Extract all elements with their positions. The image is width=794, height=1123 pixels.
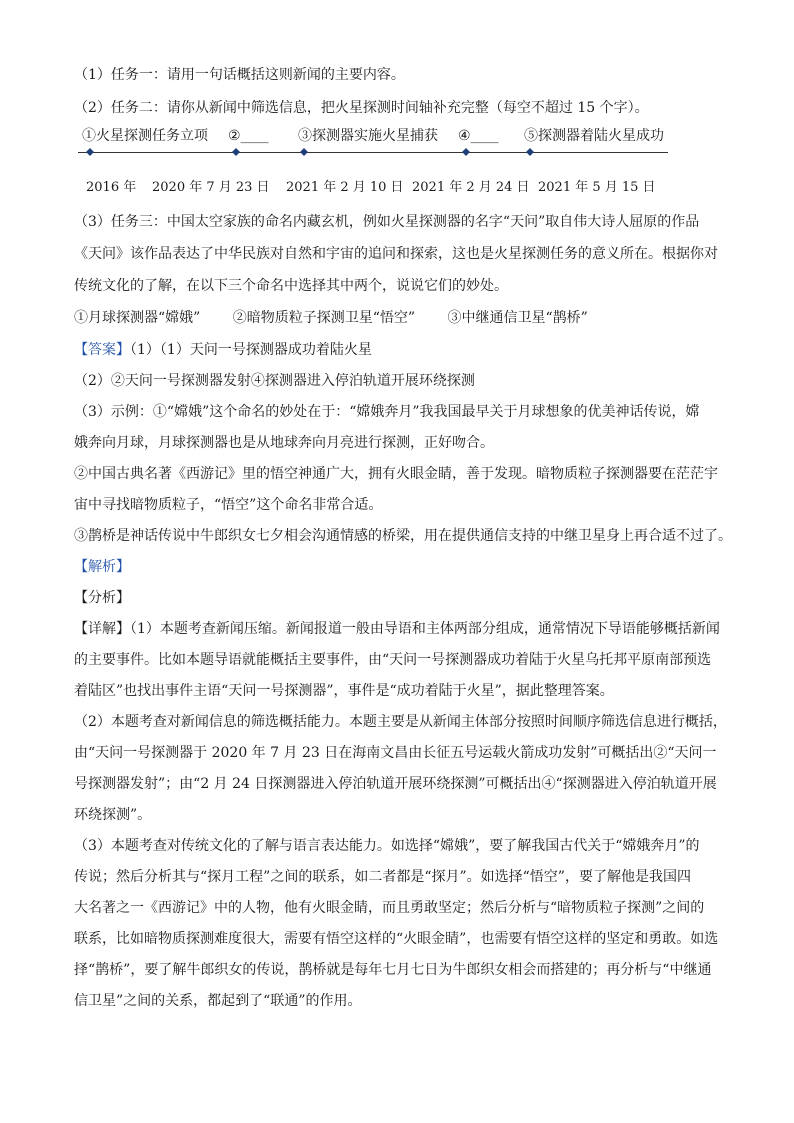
detail-line-5: 由“天问一号探测器于 2020 年 7 月 23 日在海南文昌由长征五号运载火箭成功发射”可概括出②“天问一 xyxy=(74,745,717,761)
answer-line-2: （2）②天问一号探测器发射④探测器进入停泊轨道开展环绕探测 xyxy=(74,373,475,389)
answer-1-text: （1）（1）天问一号探测器成功着陆火星 xyxy=(130,342,372,358)
detail-1a-text: （1）本题考查新闻压缩。新闻报道一般由导语和主体两部分组成，通常情况下导语能够概括新闻 xyxy=(130,621,720,637)
timeline-date-4: 2021 年 2 月 24 日 xyxy=(412,180,530,195)
fenxi-tag: 【分析】 xyxy=(74,590,130,606)
detail-line-2: 的主要事件。比如本题导语就能概括主要事件，由“天问一号探测器成功着陆于火星乌托邦平原南部预选 xyxy=(74,652,712,668)
analysis-tag: 【解析】 xyxy=(74,559,130,575)
detail-line-8: （3）本题考查对传统文化的了解与语言表达能力。如选择“嫦娥”，要了解我国古代关于“嫦娥奔月”的 xyxy=(74,838,700,854)
timeline-dot-icon xyxy=(462,148,470,156)
detail-line-4: （2）本题考查对新闻信息的筛选概括能力。本题主要是从新闻主体部分按照时间顺序筛选信息进行概括， xyxy=(74,714,727,730)
task1-text: （1）任务一：请用一句话概括这则新闻的主要内容。 xyxy=(74,67,405,83)
task2-text: （2）任务二：请你从新闻中筛选信息，把火星探测时间轴补充完整（每空不超过 15 个字）。 xyxy=(74,100,649,116)
mars-timeline xyxy=(74,126,694,204)
timeline-dot-icon xyxy=(526,148,534,156)
timeline-dot-icon xyxy=(300,148,308,156)
timeline-label-3: ③探测器实施火星捕获 xyxy=(298,128,438,144)
timeline-dot-icon xyxy=(232,148,240,156)
task3-line-2: 《天问》该作品表达了中华民族对自然和宇宙的追问和探索，这也是火星探测任务的意义所在。根据你对 xyxy=(74,246,718,262)
detail-line-11: 联系，比如暗物质探测难度很大，需要有悟空这样的“火眼金睛”，也需要有悟空这样的坚定和勇敢。如选 xyxy=(74,931,719,947)
timeline-date-1: 2016 年 xyxy=(86,180,137,195)
answer-tag: 【答案】 xyxy=(74,342,130,358)
timeline-date-2: 2020 年 7 月 23 日 xyxy=(152,180,270,195)
answer-line-6: 宙中寻找暗物质粒子，“悟空”这个命名非常合适。 xyxy=(74,497,383,513)
timeline-dot-icon xyxy=(86,148,94,156)
timeline-date-5: 2021 年 5 月 15 日 xyxy=(538,180,656,195)
answer-line-4: 娥奔向月球，月球探测器也是从地球奔向月亮进行探测，正好吻合。 xyxy=(74,435,494,451)
detail-line-9: 传说；然后分析其与“探月工程”之间的联系，如二者都是“探月”。如选择“悟空”，要了解他是我国四 xyxy=(74,869,691,885)
detail-line-3: 着陆区”也找出事件主语“天问一号探测器”，事件是“成功着陆于火星”，据此整理答案。 xyxy=(74,683,614,699)
detail-line-1 xyxy=(74,619,720,639)
answer-line-1 xyxy=(74,340,372,360)
detail-line-10: 大名著之一《西游记》中的人物，他有火眼金睛，而且勇敢坚定；然后分析与“暗物质粒子探测”之间的 xyxy=(74,900,705,916)
timeline-label-5: ⑤探测器着陆火星成功 xyxy=(524,128,664,144)
detail-line-13: 信卫星”之间的关系，都起到了“联通”的作用。 xyxy=(74,993,362,1009)
task3-options: ①月球探测器“嫦娥” ②暗物质粒子探测卫星“悟空” ③中继通信卫星“鹊桥” xyxy=(74,310,588,326)
timeline-label-4: ④____ xyxy=(458,128,499,144)
detail-tag: 【详解】 xyxy=(74,621,130,637)
timeline-label-2: ②____ xyxy=(228,128,269,144)
answer-line-7: ③鹊桥是神话传说中牛郎织女七夕相会沟通情感的桥梁，用在提供通信支持的中继卫星身上再合适不过了。 xyxy=(74,528,732,544)
detail-line-7: 环绕探测”。 xyxy=(74,807,152,823)
answer-line-5: ②中国古典名著《西游记》里的悟空神通广大，拥有火眼金睛，善于发现。暗物质粒子探测器要在茫茫宇 xyxy=(74,466,718,482)
detail-line-6: 号探测器发射”；由“2 月 24 日探测器进入停泊轨道开展环绕探测”可概括出④“探测器进入停泊轨道开展 xyxy=(74,776,717,792)
timeline-label-1: ①火星探测任务立项 xyxy=(82,128,208,144)
answer-line-3: （3）示例：①“嫦娥”这个命名的妙处在于：“嫦娥奔月”我我国最早关于月球想象的优美神话传说，嫦 xyxy=(74,404,700,420)
timeline-date-3: 2021 年 2 月 10 日 xyxy=(286,180,404,195)
task3-line-3: 传统文化的了解，在以下三个命名中选择其中两个，说说它们的妙处。 xyxy=(74,278,508,294)
timeline-axis xyxy=(78,152,668,153)
task3-line-1: （3）任务三：中国太空家族的命名内藏玄机，例如火星探测器的名字“天问”取自伟大诗人屈原的作品 xyxy=(74,214,700,230)
detail-line-12: 择“鹊桥”，要了解牛郎织女的传说，鹊桥就是每年七月七日为牛郎织女相会而搭建的；再分析与“中继通 xyxy=(74,962,712,978)
